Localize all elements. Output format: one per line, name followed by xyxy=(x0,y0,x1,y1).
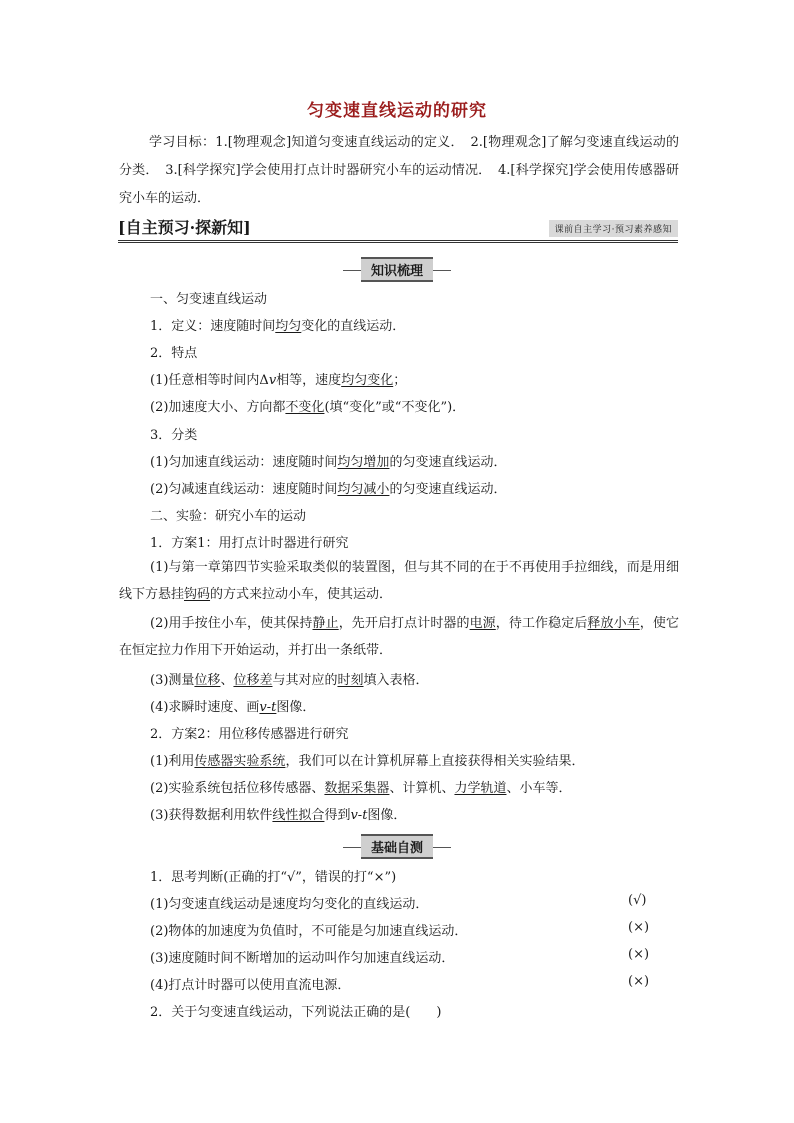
text: ，待工作稳定后 xyxy=(495,616,588,631)
feature-2 xyxy=(150,396,465,415)
text: (填“变化”或“不变化”)． xyxy=(324,400,466,415)
text: 得到 xyxy=(324,808,351,823)
plan-2-heading: 2．方案2：用位移传感器进行研究 xyxy=(150,727,349,742)
goals-label: 学习目标： xyxy=(149,135,216,150)
text: (4)求瞬时速度、画 xyxy=(150,700,260,715)
answer-underline: 电源 xyxy=(469,616,496,631)
answer-underline: 均匀增加 xyxy=(337,455,390,470)
knowledge-banner-label: 知识梳理 xyxy=(361,257,433,282)
answer-underline: 均匀减小 xyxy=(337,482,390,497)
plan-1-step-1 xyxy=(119,554,679,608)
class-2 xyxy=(150,478,506,497)
symbol-vt: v-t xyxy=(350,808,368,823)
answer-underline: 时刻 xyxy=(337,673,364,688)
goal-item: 2.[物理观念]了解匀变速直线运动的分类． xyxy=(119,135,679,178)
goal-item: 1.[物理观念]知道匀变速直线运动的定义． xyxy=(215,135,458,150)
section-header xyxy=(118,214,678,243)
answer-underline: 位移差 xyxy=(233,673,273,688)
feature-heading: 2．特点 xyxy=(150,346,198,361)
page-title: 匀变速直线运动的研究 xyxy=(307,101,487,121)
text: (1)与第一章第四节实验采取类似的装置图，但与其不同的在于不再使用手拉细线，而是用细线下方悬挂 xyxy=(119,560,679,602)
answer-underline: 线性拟合 xyxy=(272,808,325,823)
text: (2)匀减速直线运动：速度随时间 xyxy=(150,482,338,497)
knowledge-banner xyxy=(0,257,794,282)
text: 图像． xyxy=(276,700,316,715)
class-1 xyxy=(150,451,506,470)
text: (3)获得数据利用软件 xyxy=(150,808,273,823)
plan-2-step-1 xyxy=(150,750,584,769)
goal-item: 4.[科学探究]学会使用传感器研究小车的运动． xyxy=(119,163,679,206)
question-1: 1．思考判断(正确的打“√”，错误的打“×”) xyxy=(150,870,397,885)
text: 的匀变速直线运动． xyxy=(389,455,507,470)
goal-item: 3.[科学探究]学会使用打点计时器研究小车的运动情况． xyxy=(165,163,485,178)
text: 与其对应的 xyxy=(272,673,338,688)
symbol-v: v xyxy=(268,373,277,388)
answer-underline: 不变化 xyxy=(285,400,325,415)
text: (1)匀加速直线运动：速度随时间 xyxy=(150,455,338,470)
plan-2-step-3 xyxy=(150,804,406,823)
text: ，使它在恒定拉力作用下开始运动，并打出一条纸带． xyxy=(119,616,679,658)
answer-underline: 钩码 xyxy=(184,587,211,602)
answer-underline: 释放小车 xyxy=(587,616,640,631)
judge-item-2: (2)物体的加速度为负值时，不可能是匀加速直线运动． xyxy=(150,924,468,939)
judge-item-3: (3)速度随时间不断增加的运动叫作匀加速直线运动． xyxy=(150,951,455,966)
plan-1-heading: 1．方案1：用打点计时器进行研究 xyxy=(150,536,349,551)
text: ； xyxy=(393,373,407,388)
text: ，先开启打点计时器的 xyxy=(338,616,470,631)
text: 相等，速度 xyxy=(276,373,342,388)
answer-underline: 数据采集器 xyxy=(324,781,390,796)
text: (1)任意相等时间内Δ xyxy=(150,373,269,388)
text: 、小车等． xyxy=(506,781,572,796)
text: (2)用手按住小车，使其保持 xyxy=(150,616,313,631)
judge-item-1: (1)匀变速直线运动是速度均匀变化的直线运动． xyxy=(150,897,429,912)
judge-item-4: (4)打点计时器可以使用直流电源． xyxy=(150,978,351,993)
definition-line xyxy=(150,315,405,334)
answer-underline: 均匀 xyxy=(275,319,302,334)
text: 的方式来拉动小车，使其运动． xyxy=(210,587,393,602)
plan-1-step-4 xyxy=(150,696,315,715)
section-title: [自主预习·探新知] xyxy=(118,218,251,237)
heading-2: 二、实验：研究小车的运动 xyxy=(150,509,307,524)
plan-2-step-2 xyxy=(150,777,571,796)
judge-mark-1: (√) xyxy=(628,893,647,908)
text: 的匀变速直线运动． xyxy=(389,482,507,497)
text: 、计算机、 xyxy=(389,781,455,796)
question-2: 2．关于匀变速直线运动，下列说法正确的是( ) xyxy=(150,1005,442,1020)
text: ，我们可以在计算机屏幕上直接获得相关实验结果． xyxy=(285,754,585,769)
answer-underline: 静止 xyxy=(312,616,339,631)
judge-mark-2: (×) xyxy=(628,920,650,935)
answer-underline: v-t xyxy=(259,700,277,715)
answer-underline: 均匀变化 xyxy=(341,373,394,388)
text: 1．定义：速度随时间 xyxy=(150,319,276,334)
text: 图像． xyxy=(367,808,407,823)
feature-1 xyxy=(150,369,406,388)
text: 填入表格． xyxy=(363,673,429,688)
heading-1: 一、匀变速直线运动 xyxy=(150,292,268,307)
classification-heading: 3．分类 xyxy=(150,428,198,443)
answer-underline: 传感器实验系统 xyxy=(194,754,286,769)
text: 变化的直线运动． xyxy=(301,319,406,334)
judge-mark-3: (×) xyxy=(628,947,650,962)
text: 、 xyxy=(220,673,234,688)
text: (2)加速度大小、方向都 xyxy=(150,400,286,415)
judge-mark-4: (×) xyxy=(628,974,650,989)
plan-1-step-2 xyxy=(119,610,679,664)
learning-goals xyxy=(119,129,679,213)
selftest-banner xyxy=(0,834,794,859)
selftest-banner-label: 基础自测 xyxy=(361,834,433,859)
answer-underline: 力学轨道 xyxy=(454,781,507,796)
section-tag: 课前自主学习·预习素养感知 xyxy=(549,220,678,237)
answer-underline: 位移 xyxy=(194,673,221,688)
plan-1-step-3 xyxy=(150,669,429,688)
text: (3)测量 xyxy=(150,673,195,688)
text: (1)利用 xyxy=(150,754,195,769)
text: (2)实验系统包括位移传感器、 xyxy=(150,781,325,796)
